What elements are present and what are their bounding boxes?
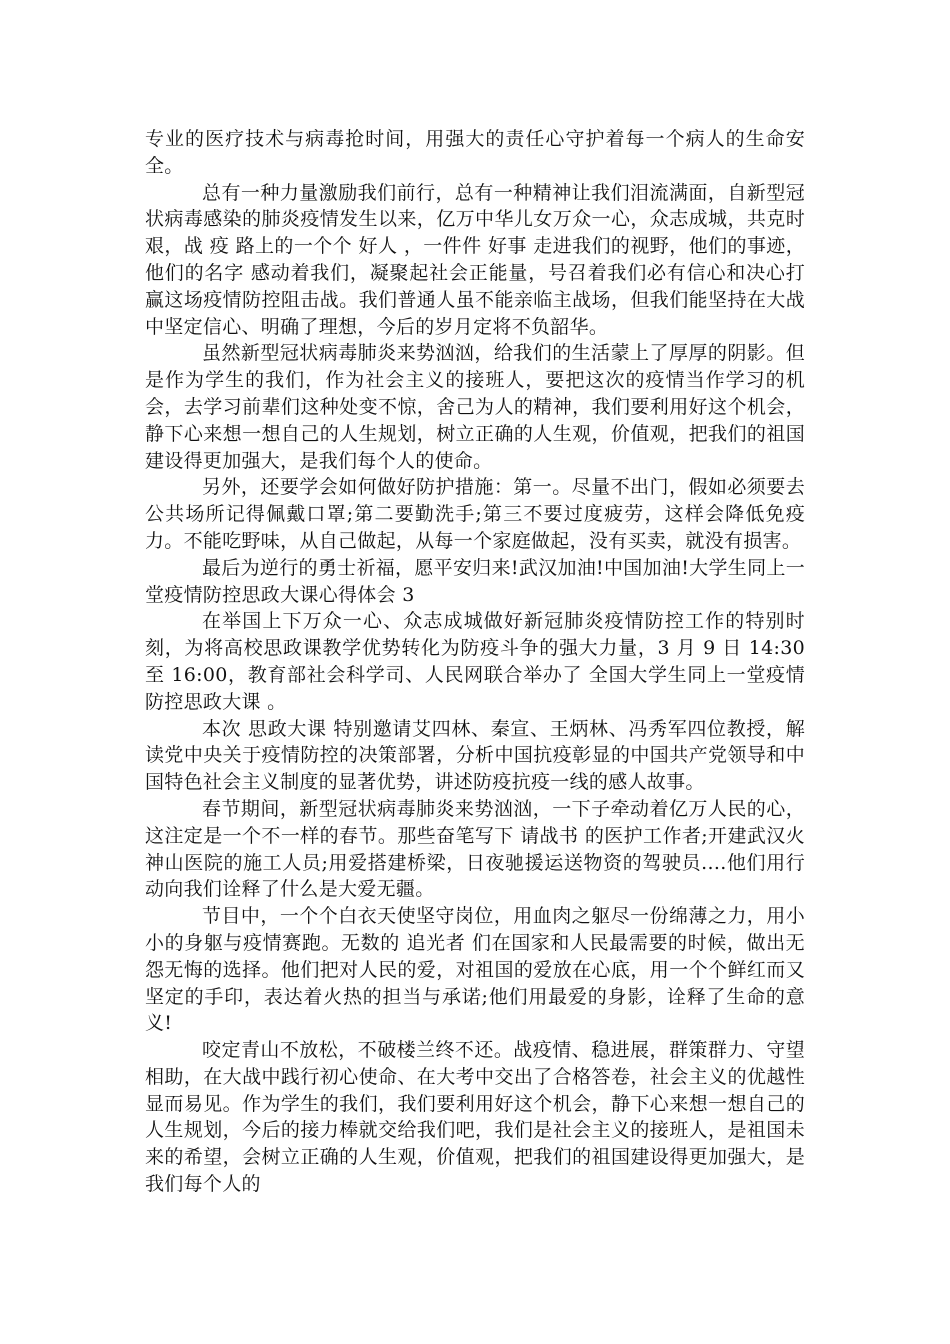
paragraph: 春节期间，新型冠状病毒肺炎来势汹汹，一下子牵动着亿万人民的心，这注定是一个不一样的春节。那些奋笔写下 请战书 的医护工作者;开建武汉火神山医院的施工人员;用爱搭建桥梁，日夜驰援运送物资的驾驶员....他们用行动向我们诠释了什么是大爱无疆。 bbox=[145, 797, 805, 901]
paragraph: 最后为逆行的勇士祈福，愿平安归来!武汉加油!中国加油!大学生同上一堂疫情防控思政大课心得体会 3 bbox=[145, 556, 805, 606]
paragraph: 虽然新型冠状病毒肺炎来势汹汹，给我们的生活蒙上了厚厚的阴影。但是作为学生的我们，作为社会主义的接班人，要把这次的疫情当作学习的机会，去学习前辈们这种处变不惊，舍己为人的精神，我们要利用好这个机会，静下心来想一想自己的人生规划，树立正确的人生观，价值观，把我们的祖国建设得更加强大，是我们每个人的使命。 bbox=[145, 342, 805, 472]
paragraph: 总有一种力量激励我们前行，总有一种精神让我们泪流满面，自新型冠状病毒感染的肺炎疫情发生以来，亿万中华儿女万众一心，众志成城，共克时艰，战 疫 路上的一个个 好人 ，一件件 好事 走进我们的视野，他们的事迹，他们的名字 感动着我们，凝聚起社会正能量，号召着我们必有信心和决心打赢这场疫情防控阻击战。我们普通人虽不能亲临主战场，但我们能坚持在大战中坚定信心、明确了理想，今后的岁月定将不负韶华。 bbox=[145, 181, 805, 338]
paragraph: 专业的医疗技术与病毒抢时间，用强大的责任心守护着每一个病人的生命安全。 bbox=[145, 128, 805, 177]
paragraph: 本次 思政大课 特别邀请艾四林、秦宣、王炳林、冯秀军四位教授，解读党中央关于疫情防控的决策部署，分析中国抗疫彰显的中国共产党领导和中国特色社会主义制度的显著优势，讲述防疫抗疫一线的感人故事。 bbox=[145, 717, 805, 794]
paragraph: 另外，还要学会如何做好防护措施：第一。尽量不出门，假如必须要去公共场所记得佩戴口罩;第二要勤洗手;第三不要过度疲劳，这样会降低免疫力。不能吃野味，从自己做起，从每一个家庭做起，没有买卖，就没有损害。 bbox=[145, 476, 805, 552]
paragraph: 在举国上下万众一心、众志成城做好新冠肺炎疫情防控工作的特别时刻，为将高校思政课教学优势转化为防疫斗争的强大力量，3 月 9 日 14:30 至 16:00，教育部社会科学司、人民网联合举办了 全国大学生同上一堂疫情防控思政大课 。 bbox=[145, 610, 805, 713]
paragraph: 咬定青山不放松，不破楼兰终不还。战疫情、稳进展，群策群力、守望相助，在大战中践行初心使命、在大考中交出了合格答卷，社会主义的优越性显而易见。作为学生的我们，我们要利用好这个机会，静下心来想一想自己的人生规划，今后的接力棒就交给我们吧，我们是社会主义的接班人，是祖国未来的希望，会树立正确的人生观，价值观，把我们的祖国建设得更加强大，是我们每个人的 bbox=[145, 1039, 805, 1196]
document-body bbox=[145, 126, 805, 1198]
paragraph: 节目中，一个个白衣天使坚守岗位，用血肉之躯尽一份绵薄之力，用小小的身躯与疫情赛跑。无数的 追光者 们在国家和人民最需要的时候，做出无怨无悔的选择。他们把对人民的爱，对祖国的爱放在心底，用一个个鲜红而又坚定的手印，表达着火热的担当与承诺;他们用最爱的身影，诠释了生命的意义! bbox=[145, 905, 805, 1035]
